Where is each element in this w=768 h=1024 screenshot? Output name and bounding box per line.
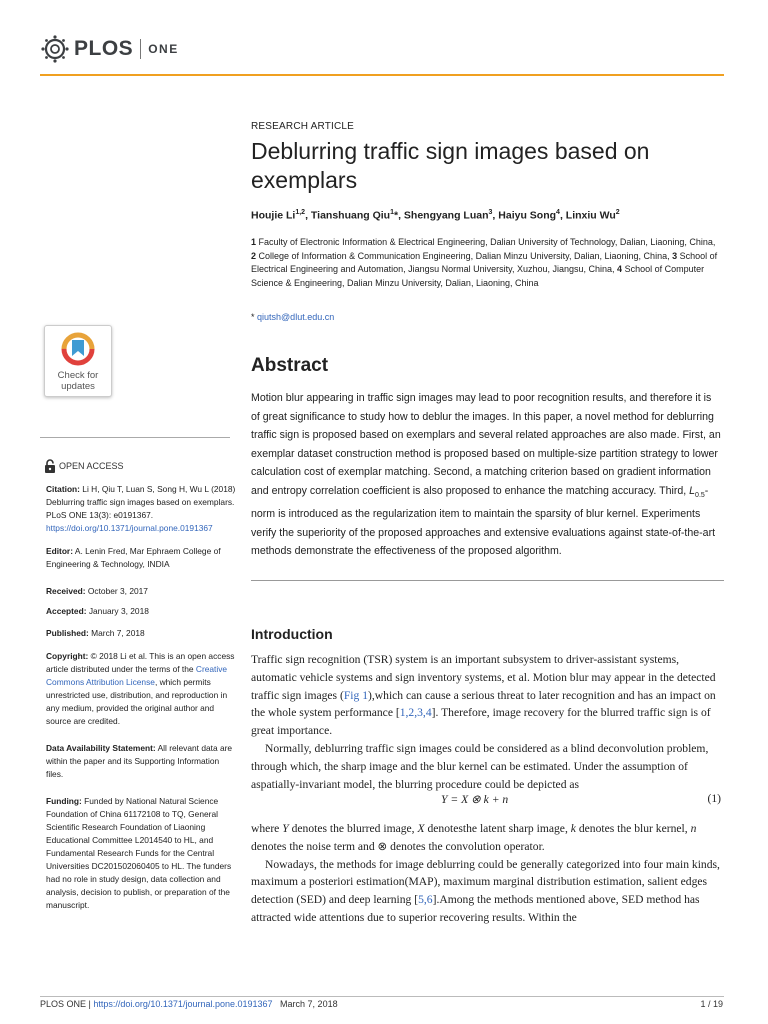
- reference-link[interactable]: 5,6: [418, 893, 433, 907]
- introduction-heading: Introduction: [251, 626, 333, 642]
- author-affil-sup: 1,2: [295, 209, 306, 216]
- text-run: Traffic sign recognition (TSR) system is an important subsystem to driver-assistant systems, automatic vehicle systems and sign inventory systems, et al. Motion blur may appear in the detected traffic sign images (: [251, 653, 716, 702]
- math-var: n: [690, 822, 697, 835]
- intro-paragraph-1: [251, 651, 721, 740]
- intro-paragraphs: [251, 651, 721, 793]
- norm-subscript: 0.5: [695, 491, 705, 499]
- copyright-text: , which permits unrestricted use, distribution, and reproduction in any medium, provided the original author and source are credited.: [46, 677, 228, 726]
- logo-one-text: ONE: [148, 42, 179, 56]
- accepted-block: [46, 605, 236, 618]
- footer-citation: [40, 999, 338, 1009]
- affil-num: 4: [617, 264, 623, 275]
- affiliations: [251, 236, 721, 290]
- logo-plos-text: PLOS: [74, 37, 134, 60]
- logo-divider: [140, 39, 141, 59]
- copyright-block: [46, 650, 236, 728]
- open-lock-icon: [44, 459, 56, 473]
- sidebar-rule: [40, 437, 230, 438]
- author-list: Houjie Li$^{1,2}$, Tianshuang Qiu$^1$*, Shengyang Luan$^3$, Haiyu Song$^4$, Linxiu Wu$^2$: [251, 209, 620, 222]
- open-access-label: [44, 459, 124, 473]
- affil-num: 1: [251, 237, 257, 247]
- badge-line: updates: [61, 381, 95, 392]
- header-rule: [40, 74, 724, 76]
- plos-logo-icon: [40, 34, 70, 64]
- received-date: October 3, 2017: [87, 586, 148, 596]
- copyright-label: Copyright:: [46, 651, 89, 661]
- published-label: Published:: [46, 628, 89, 638]
- abstract-text: [251, 389, 721, 561]
- badge-label: [45, 370, 111, 392]
- author-affil-sup: 1: [390, 209, 394, 216]
- copyright-text: © 2018 Li et al. This is an open access article distributed under the terms of the: [46, 651, 235, 674]
- footer-doi-link[interactable]: https://doi.org/10.1371/journal.pone.0191367: [93, 999, 273, 1009]
- affil-num: 3: [672, 250, 678, 261]
- article-title: Deblurring traffic sign images based on exemplars: [251, 138, 650, 193]
- author-name[interactable]: Shengyang Luan: [403, 209, 489, 222]
- funding-text: Funded by National Natural Science Foundation of China 61172108 to TQ, General Scientific Research Foundation of Liaoning Educational Committee L2014540 to HL, and Fundamental Research Funds for the Central Universities DC201502060405 to HL. The funders had no role in study design, data collection and analysis, decision to publish, or preparation of the manuscript.: [46, 796, 232, 910]
- affil-text: College of Information & Communication Engineering, Dalian Minzu University, Dalian, Liaoning, China,: [258, 250, 670, 261]
- author-name[interactable]: Tianshuang Qiu: [310, 209, 391, 222]
- author-affil-sup: 3: [488, 209, 493, 216]
- intro-paragraph-4: [251, 856, 721, 927]
- published-block: [46, 627, 236, 640]
- author-affil-sup: 2: [615, 209, 620, 216]
- abstract-heading: Abstract: [251, 355, 329, 376]
- author-name[interactable]: Houjie Li: [251, 209, 296, 222]
- fig-1-link[interactable]: Fig 1: [343, 688, 369, 702]
- check-for-updates-badge[interactable]: [44, 325, 112, 397]
- data-availability-text: All relevant data are within the paper and its Supporting Information files.: [46, 743, 233, 779]
- author-name[interactable]: Linxiu Wu: [565, 209, 616, 222]
- corresponding-email: [251, 312, 334, 322]
- abstract-rule: [251, 580, 724, 581]
- equation-formula: Y = X ⊗ k + n: [441, 793, 509, 806]
- open-access-text: OPEN ACCESS: [59, 461, 124, 471]
- citation-block: [46, 483, 236, 535]
- badge-line: Check for: [57, 370, 99, 381]
- text-run: denotesthe latent sharp image,: [427, 822, 568, 835]
- email-link[interactable]: qiutsh@dlut.edu.cn: [257, 312, 335, 322]
- math-var: X: [417, 822, 425, 835]
- citation-doi-link[interactable]: https://doi.org/10.1371/journal.pone.0191367: [46, 523, 213, 533]
- affil-text: School of Computer Science & Engineering, Dalian Minzu University, Dalian, Liaoning, China: [251, 264, 705, 288]
- text-run: ].Among the methods mentioned above, SED method has attracted wide attentions due to superior recovering results. Within the: [251, 893, 700, 924]
- received-block: [46, 585, 236, 598]
- accepted-label: Accepted:: [46, 606, 87, 616]
- editor-label: Editor:: [46, 546, 73, 556]
- received-label: Received:: [46, 586, 86, 596]
- data-availability-block: [46, 742, 236, 781]
- text-run: denotes the blurred image,: [291, 822, 415, 835]
- accepted-date: January 3, 2018: [88, 606, 149, 616]
- author-name[interactable]: Haiyu Song: [498, 209, 557, 222]
- crossmark-icon: [61, 332, 95, 366]
- math-var: k: [570, 822, 576, 835]
- text-run: Nowadays, the methods for image deblurring could be generally categorized into four main kinds, maximum a posteriori estimation(MAP), maximum marginal distribution estimation, salient edges detection (SED) and deep learning [: [251, 857, 720, 907]
- affil-text: Faculty of Electronic Information & Electrical Engineering, Dalian University of Technology, Dalian, Liaoning, China,: [258, 237, 716, 247]
- citation-text: Li H, Qiu T, Luan S, Song H, Wu L (2018) Deblurring traffic sign images based on exemplars. PLoS ONE 13(3): e0191367.: [46, 484, 236, 520]
- corresponding-mark: *: [393, 209, 399, 222]
- editor-text: A. Lenin Fred, Mar Ephraem College of Engineering & Technology, INDIA: [46, 546, 221, 569]
- footer-date: March 7, 2018: [280, 999, 338, 1009]
- text-run: ),which can cause a serious threat to later recognition and has an impact on the whole system performance [: [251, 688, 716, 720]
- affil-text: School of Electrical Engineering and Automation, Jiangsu Normal University, Xuzhou, Jiangsu, China,: [251, 250, 718, 275]
- equation-number: (1): [707, 792, 721, 805]
- funding-block: [46, 795, 236, 912]
- intro-paragraph-2: Normally, deblurring traffic sign images could be considered as a blind deconvolution problem, through which, the sharp image and the blur kernel can be estimated. Under the assumption of aspatially-invariant model, the blurring procedure could be depicted as: [251, 741, 709, 791]
- funding-label: Funding:: [46, 796, 82, 806]
- author-affil-sup: 4: [556, 209, 560, 216]
- text-run: where: [251, 822, 280, 835]
- editor-block: [46, 545, 236, 571]
- affil-num: 2: [251, 250, 257, 261]
- article-type: RESEARCH ARTICLE: [251, 121, 355, 132]
- citation-label: Citation:: [46, 484, 80, 494]
- text-run: denotes the noise term and ⊗ denotes the convolution operator.: [251, 839, 545, 853]
- intro-paragraphs-continued: [251, 820, 721, 927]
- reference-link[interactable]: 1,2,3,4: [399, 706, 432, 720]
- data-availability-label: Data Availability Statement:: [46, 743, 156, 753]
- intro-paragraph-3: [251, 820, 721, 856]
- footer-rule: [40, 996, 724, 997]
- email-mark: *: [251, 312, 255, 322]
- math-var: Y: [282, 822, 289, 835]
- abstract-part: Motion blur appearing in traffic sign images may lead to poor recognition results, and therefore it is of great significance to study how to deblur the images. In this paper, a novel method for deblurring traffic sign is proposed based on exemplars and several related approaches are also made. First, an exemplar dataset construction method is proposed based on multiple-size partition strategy to lower calculation cost of exemplar matching. Second, a matching criterion based on gradient information and entropy correlation coefficient is also proposed to enhance the matching accuracy. Third,: [251, 392, 721, 497]
- abstract-part: -norm is introduced as the regularization item to maintain the sparsity of blur kernel. Experiments verify the superiority of the proposed approaches and extensive evaluations against state-of-the-art methods demonstrate the effectiveness of the proposed algorithm.: [251, 484, 716, 558]
- text-run: denotes the blur kernel,: [578, 822, 688, 835]
- page-number: 1 / 19: [700, 999, 723, 1009]
- norm-symbol: L: [689, 484, 696, 497]
- published-date: March 7, 2018: [91, 628, 145, 638]
- license-link[interactable]: Creative Commons Attribution License: [46, 664, 228, 687]
- footer-journal: PLOS ONE |: [40, 999, 91, 1009]
- text-run: ]. Therefore, image recovery for the blurred traffic sign is of great importance.: [251, 706, 711, 738]
- plos-one-logo[interactable]: [40, 34, 179, 64]
